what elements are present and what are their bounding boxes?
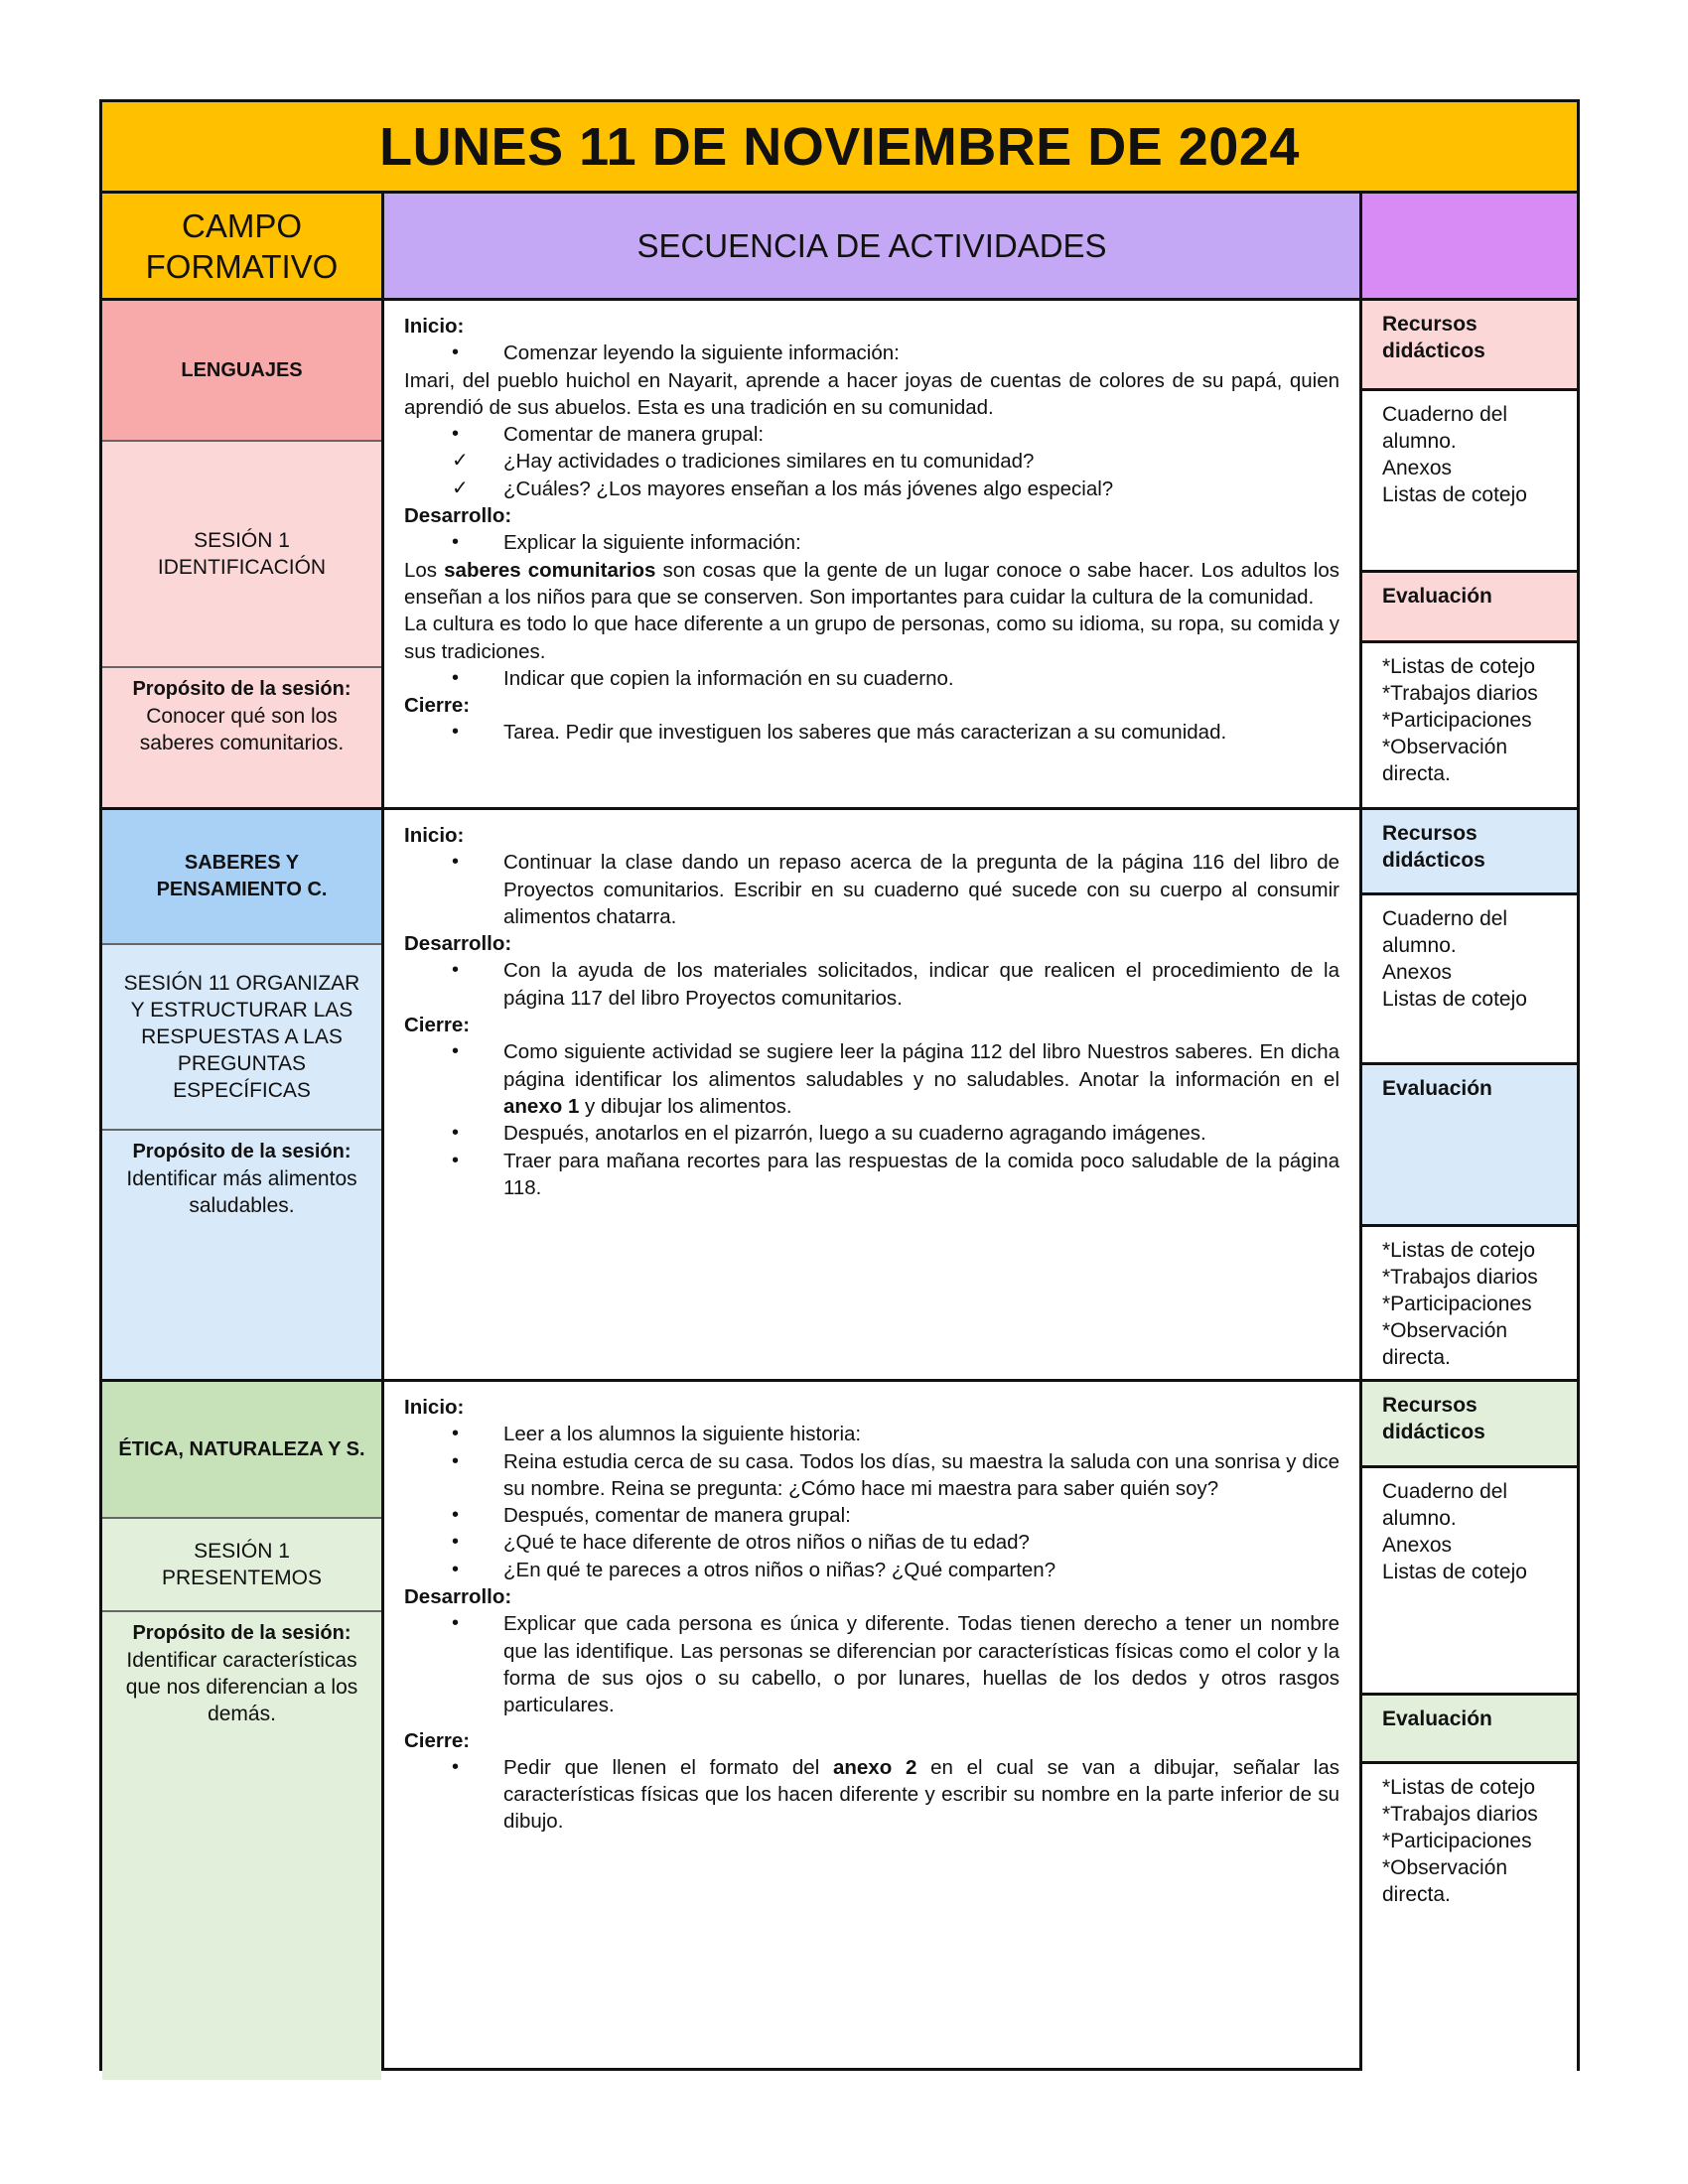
campo-formativo-label: ÉTICA, NATURALEZA Y S. [102, 1382, 381, 1519]
paragraph: Imari, del pueblo huichol en Nayarit, aprende a hacer joyas de cuentas de colores de su papá, quien aprendió de sus abuelos. Esta es una tradición en su comunidad. [404, 368, 1339, 419]
purpose-label: Propósito de la sesión: [132, 678, 352, 700]
session-title: SESIÓN 1 PRESENTEMOS [102, 1519, 381, 1612]
session-purpose [102, 1612, 381, 2080]
page-title: LUNES 11 DE NOVIEMBRE DE 2024 [102, 102, 1577, 194]
paragraph: Los saberes comunitarios son cosas que la gente de un lugar conoce o sabe hacer. Los adultos los enseñan a los niños para que se conserven. Son importantes para cuidar la cultura de la comunidad. [404, 558, 1340, 609]
cierre-heading: Cierre: [404, 1728, 471, 1752]
header-campo-formativo: CAMPO FORMATIVO [102, 194, 384, 301]
list-item: • Comenzar leyendo la siguiente información: [452, 341, 900, 365]
block-etica-left [102, 1382, 384, 2068]
block-lenguajes-resources [1362, 301, 1577, 807]
header-secuencia-actividades: SECUENCIA DE ACTIVIDADES [384, 194, 1362, 301]
purpose-text: Conocer qué son los saberes comunitarios. [139, 705, 345, 754]
evaluacion-heading: Evaluación [1362, 573, 1577, 643]
recursos-list: Cuaderno del alumno. Anexos Listas de cotejo [1362, 895, 1577, 1065]
list-item: • Tarea. Pedir que investiguen los saberes que más caracterizan a su comunidad. [452, 721, 1227, 745]
block-etica-resources [1362, 1382, 1577, 2068]
list-item: • Explicar la siguiente información: [452, 531, 801, 555]
recursos-heading: Recursos didácticos [1362, 810, 1577, 895]
list-item: • Pedir que llenen el formato del anexo 2 en el cual se van a dibujar, señalar las características físicas que los hacen diferente y escribir su nombre en la parte inferior de su dibujo. [452, 1755, 1339, 1834]
list-item: • Continuar la clase dando un repaso acerca de la pregunta de la página 116 del libro de Proyectos comunitarios. Escribir en su cuaderno qué sucede con su cuerpo al consumir alimentos chatarra. [452, 851, 1339, 928]
block-lenguajes-activities [384, 301, 1362, 807]
list-item: • Después, comentar de manera grupal: [452, 1504, 851, 1528]
list-item: • Explicar que cada persona es única y diferente. Todas tienen derecho a tener un nombre que las identifique. Las personas se diferencian por características físicas como el color y la forma de sus ojos o su cabello, o por lunares, huellas de los dedos y otros rasgos particulares. [452, 1612, 1339, 1717]
list-item: • Después, anotarlos en el pizarrón, luego a su cuaderno agragando imágenes. [452, 1122, 1206, 1146]
purpose-label: Propósito de la sesión: [132, 1622, 352, 1644]
campo-formativo-label: LENGUAJES [102, 301, 381, 442]
recursos-heading: Recursos didácticos [1362, 1382, 1577, 1468]
purpose-text: Identificar más alimentos saludables. [126, 1167, 357, 1217]
session-purpose [102, 1131, 381, 1391]
list-item: • Traer para mañana recortes para las respuestas de la comida poco saludable de la página 118. [452, 1149, 1339, 1199]
list-item: • Con la ayuda de los materiales solicitados, indicar que realicen el procedimiento de la página 117 del libro Proyectos comunitarios. [452, 959, 1339, 1010]
checklist-item: ✓ ¿Cuáles? ¿Los mayores enseñan a los más jóvenes algo especial? [404, 476, 1339, 502]
list-item: • ¿Qué te hace diferente de otros niños o niñas de tu edad? [452, 1531, 1030, 1555]
purpose-label: Propósito de la sesión: [132, 1141, 352, 1162]
session-title: SESIÓN 11 ORGANIZAR Y ESTRUCTURAR LAS RESPUESTAS A LAS PREGUNTAS ESPECÍFICAS [102, 945, 381, 1131]
evaluacion-heading: Evaluación [1362, 1065, 1577, 1227]
list-item: • ¿En qué te pareces a otros niños o niñas? ¿Qué comparten? [452, 1558, 1056, 1581]
evaluacion-list: *Listas de cotejo *Trabajos diarios *Participaciones *Observación directa. [1362, 1764, 1577, 2116]
purpose-text: Identificar características que nos diferencian a los demás. [125, 1649, 358, 1725]
inicio-heading: Inicio: [404, 1396, 465, 1419]
inicio-heading: Inicio: [404, 824, 465, 847]
inicio-heading: Inicio: [404, 315, 465, 338]
checkmark-icon: ✓ [452, 450, 469, 473]
block-etica-activities [384, 1382, 1362, 2068]
recursos-heading: Recursos didácticos [1362, 301, 1577, 391]
cierre-heading: Cierre: [404, 1014, 471, 1037]
block-lenguajes-left [102, 301, 384, 807]
lesson-plan-table [99, 99, 1580, 2071]
evaluacion-list: *Listas de cotejo *Trabajos diarios *Participaciones *Observación directa. [1362, 1227, 1577, 1428]
session-title: SESIÓN 1 IDENTIFICACIÓN [102, 442, 381, 668]
evaluacion-heading: Evaluación [1362, 1696, 1577, 1764]
list-item: • Leer a los alumnos la siguiente historia: [452, 1423, 862, 1446]
paragraph: La cultura es todo lo que hace diferente a un grupo de personas, como su idioma, su ropa, su comida y sus tradiciones. [404, 613, 1339, 663]
campo-formativo-label: SABERES Y PENSAMIENTO C. [102, 810, 381, 945]
header-recursos [1362, 194, 1577, 301]
checklist-item: ✓ ¿Hay actividades o tradiciones similares en tu comunidad? [404, 448, 1339, 475]
recursos-list: Cuaderno del alumno. Anexos Listas de cotejo [1362, 391, 1577, 573]
desarrollo-heading: Desarrollo: [404, 1585, 512, 1609]
cierre-heading: Cierre: [404, 694, 471, 718]
block-saberes-activities [384, 810, 1362, 1379]
list-item: • Comentar de manera grupal: [452, 423, 765, 447]
checkmark-icon: ✓ [452, 477, 469, 499]
block-saberes-left [102, 810, 384, 1379]
list-item: • Como siguiente actividad se sugiere leer la página 112 del libro Nuestros saberes. En dicha página identificar los alimentos saludables y no saludables. Anotar la información en el anexo 1 y dibujar los alimentos. [452, 1040, 1339, 1118]
list-item: • Reina estudia cerca de su casa. Todos los días, su maestra la saluda con una sonrisa y dice su nombre. Reina se pregunta: ¿Cómo hace mi maestra para saber quién soy? [452, 1449, 1339, 1500]
session-purpose [102, 668, 381, 819]
evaluacion-list: *Listas de cotejo *Trabajos diarios *Participaciones *Observación directa. [1362, 643, 1577, 856]
block-saberes-resources [1362, 810, 1577, 1379]
desarrollo-heading: Desarrollo: [404, 504, 512, 528]
recursos-list: Cuaderno del alumno. Anexos Listas de cotejo [1362, 1468, 1577, 1696]
desarrollo-heading: Desarrollo: [404, 932, 512, 956]
list-item: • Indicar que copien la información en su cuaderno. [452, 666, 954, 690]
